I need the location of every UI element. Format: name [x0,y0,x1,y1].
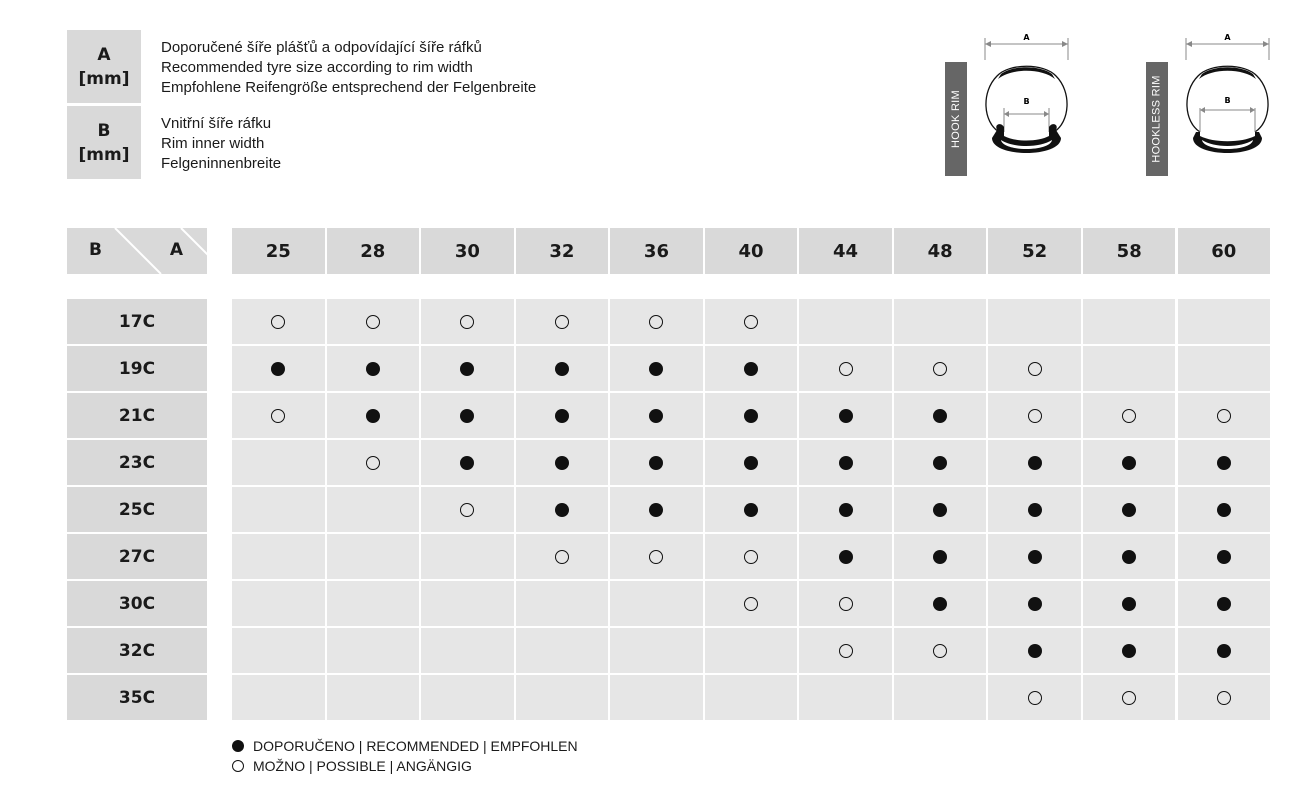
table-cell [232,581,325,626]
open-circle-icon [744,315,758,329]
filled-circle-icon [649,362,663,376]
open-circle-icon [366,456,380,470]
open-circle-icon [933,362,947,376]
open-circle-icon [555,550,569,564]
table-cell [232,487,325,532]
hookless-rim-dim-b: B [1224,96,1231,105]
table-cell [1178,393,1271,438]
legend-key-a-letter: A [97,44,111,65]
filled-circle-icon [460,362,474,376]
filled-circle-icon [555,362,569,376]
table-cell [610,675,703,720]
table-cell [1083,393,1176,438]
legend-key-a-unit: [mm] [78,68,130,89]
open-circle-icon [1028,691,1042,705]
table-cell [327,675,420,720]
table-cell [327,440,420,485]
table-cell [232,675,325,720]
row-header-27c: 27C [67,534,207,579]
filled-circle-icon [1028,597,1042,611]
table-cell [894,440,987,485]
filled-circle-icon [1217,503,1231,517]
table-cell [610,440,703,485]
table-cell [1178,628,1271,673]
table-corner-header [67,228,207,274]
table-cell [516,487,609,532]
open-circle-icon [1217,691,1231,705]
filled-circle-icon [744,503,758,517]
open-circle-icon [366,315,380,329]
open-circle-icon [1028,362,1042,376]
table-cell [1083,675,1176,720]
table-cell [988,346,1081,391]
table-cell [516,299,609,344]
filled-circle-icon [460,409,474,423]
table-cell [1178,487,1271,532]
row-header-19c: 19C [67,346,207,391]
table-cell [988,581,1081,626]
table-cell [610,487,703,532]
table-cell [1178,299,1271,344]
filled-circle-icon [933,503,947,517]
filled-circle-icon [1028,644,1042,658]
legend-text-b [161,114,281,174]
row-header-17c: 17C [67,299,207,344]
table-cell [1083,346,1176,391]
legend-a-line-en: Recommended tyre size according to rim width [161,59,473,76]
filled-circle-icon [744,362,758,376]
table-cell [421,393,514,438]
column-header-32: 32 [516,228,609,274]
table-cell [516,628,609,673]
table-cell [232,628,325,673]
corner-col-label: A [169,240,183,260]
legend-b-line-en: Rim inner width [161,135,265,152]
table-cell [421,675,514,720]
filled-circle-icon [1122,456,1136,470]
table-cell [1178,534,1271,579]
table-cell [1178,581,1271,626]
filled-circle-icon [839,456,853,470]
table-cell [232,346,325,391]
filled-circle-icon [1217,550,1231,564]
table-cell [705,675,798,720]
table-cell [1178,675,1271,720]
open-circle-icon [649,550,663,564]
filled-circle-icon [1028,550,1042,564]
table-cell [327,393,420,438]
filled-circle-icon [933,550,947,564]
column-header-40: 40 [705,228,798,274]
table-cell [705,346,798,391]
table-cell [1083,440,1176,485]
legend-b-line-cz: Vnitřní šíře ráfku [161,115,272,132]
column-header-58: 58 [1083,228,1176,274]
table-cell [894,675,987,720]
table-cell [516,675,609,720]
table-cell [988,299,1081,344]
table-cell [799,581,892,626]
open-circle-icon [839,597,853,611]
filled-circle-icon [232,740,244,752]
open-circle-icon [271,315,285,329]
corner-diagonal-line [67,228,207,274]
table-cell [516,440,609,485]
row-header-23c: 23C [67,440,207,485]
filled-circle-icon [271,362,285,376]
filled-circle-icon [649,409,663,423]
row-header-32c: 32C [67,628,207,673]
table-cell [232,440,325,485]
table-cell [894,299,987,344]
filled-circle-icon [839,550,853,564]
open-circle-icon [1028,409,1042,423]
table-cell [894,534,987,579]
table-cell [516,393,609,438]
open-circle-icon [555,315,569,329]
table-cell [988,393,1081,438]
open-circle-icon [839,644,853,658]
filled-circle-icon [555,456,569,470]
footnote-possible-text: MOŽNO | POSSIBLE | ANGÄNGIG [253,758,472,774]
table-cell [799,487,892,532]
table-cell [610,628,703,673]
column-header-25: 25 [232,228,325,274]
open-circle-icon [460,503,474,517]
table-cell [516,534,609,579]
legend-a-line-cz: Doporučené šíře plášťů a odpovídající šíře ráfků [161,39,482,56]
column-header-60: 60 [1178,228,1271,274]
table-cell [799,675,892,720]
table-cell [327,346,420,391]
table-cell [421,487,514,532]
table-cell [894,393,987,438]
table-cell [705,440,798,485]
table-cell [516,581,609,626]
column-header-48: 48 [894,228,987,274]
table-cell [799,440,892,485]
table-cell [1083,299,1176,344]
open-circle-icon [460,315,474,329]
filled-circle-icon [839,503,853,517]
table-cell [705,534,798,579]
table-cell [1083,581,1176,626]
footnote-recommended-text: DOPORUČENO | RECOMMENDED | EMPFOHLEN [253,738,578,754]
legend-a-line-de: Empfohlene Reifengröße entsprechend der Felgenbreite [161,79,537,96]
table-cell [988,534,1081,579]
table-cell [421,299,514,344]
footnote-possible [232,758,472,774]
row-header-30c: 30C [67,581,207,626]
filled-circle-icon [1122,550,1136,564]
filled-circle-icon [366,409,380,423]
column-header-44: 44 [799,228,892,274]
row-header-25c: 25C [67,487,207,532]
table-cell [705,487,798,532]
filled-circle-icon [744,409,758,423]
column-header-28: 28 [327,228,420,274]
filled-circle-icon [1028,503,1042,517]
column-header-36: 36 [610,228,703,274]
filled-circle-icon [839,409,853,423]
open-circle-icon [744,550,758,564]
column-header-52: 52 [988,228,1081,274]
filled-circle-icon [460,456,474,470]
table-cell [421,346,514,391]
table-cell [610,299,703,344]
table-cell [516,346,609,391]
table-cell [988,628,1081,673]
table-cell [988,440,1081,485]
hook-rim-label: HOOK RIM [945,62,967,176]
table-cell [894,581,987,626]
table-cell [327,299,420,344]
corner-row-label: B [89,240,102,260]
open-circle-icon [1217,409,1231,423]
filled-circle-icon [1122,597,1136,611]
open-circle-icon [839,362,853,376]
hookless-rim-dim-a: A [1224,33,1231,42]
filled-circle-icon [1028,456,1042,470]
open-circle-icon [1122,691,1136,705]
hookless-rim-diagram [1176,30,1286,180]
hookless-rim-label: HOOKLESS RIM [1146,62,1168,176]
hook-rim-dim-a: A [1023,33,1030,42]
open-circle-icon [1122,409,1136,423]
table-cell [988,675,1081,720]
table-cell [799,628,892,673]
table-cell [705,581,798,626]
table-cell [610,346,703,391]
open-circle-icon [649,315,663,329]
table-cell [1083,534,1176,579]
table-cell [1083,628,1176,673]
filled-circle-icon [649,503,663,517]
legend-key-a [67,30,141,103]
table-cell [705,393,798,438]
hook-rim-dim-b: B [1023,97,1030,106]
legend-key-b-unit: [mm] [78,144,130,165]
table-cell [232,393,325,438]
legend-b-line-de: Felgeninnenbreite [161,155,282,172]
table-cell [705,628,798,673]
table-cell [610,393,703,438]
table-cell [894,346,987,391]
open-circle-icon [933,644,947,658]
table-cell [232,299,325,344]
table-cell [327,628,420,673]
table-cell [799,299,892,344]
table-cell [705,299,798,344]
table-cell [799,393,892,438]
table-cell [610,534,703,579]
legend-key-b [67,106,141,179]
filled-circle-icon [555,409,569,423]
table-cell [799,534,892,579]
filled-circle-icon [649,456,663,470]
row-header-35c: 35C [67,675,207,720]
table-cell [327,487,420,532]
table-cell [421,628,514,673]
table-cell [421,581,514,626]
table-cell [327,534,420,579]
filled-circle-icon [933,456,947,470]
table-cell [232,534,325,579]
filled-circle-icon [1217,456,1231,470]
table-cell [421,440,514,485]
table-cell [988,487,1081,532]
table-cell [1178,440,1271,485]
table-cell [894,628,987,673]
filled-circle-icon [933,409,947,423]
filled-circle-icon [1122,644,1136,658]
table-cell [421,534,514,579]
open-circle-icon [744,597,758,611]
open-circle-icon [232,760,244,772]
row-header-21c: 21C [67,393,207,438]
footnote-recommended [232,738,578,754]
table-cell [894,487,987,532]
legend-key-b-letter: B [97,120,111,141]
table-cell [610,581,703,626]
filled-circle-icon [744,456,758,470]
filled-circle-icon [1217,644,1231,658]
filled-circle-icon [1122,503,1136,517]
filled-circle-icon [933,597,947,611]
filled-circle-icon [1217,597,1231,611]
table-cell [1178,346,1271,391]
hook-rim-diagram [975,30,1085,180]
column-header-30: 30 [421,228,514,274]
table-cell [799,346,892,391]
filled-circle-icon [555,503,569,517]
table-cell [327,581,420,626]
legend-text-a [161,38,536,98]
open-circle-icon [271,409,285,423]
filled-circle-icon [366,362,380,376]
table-cell [1083,487,1176,532]
